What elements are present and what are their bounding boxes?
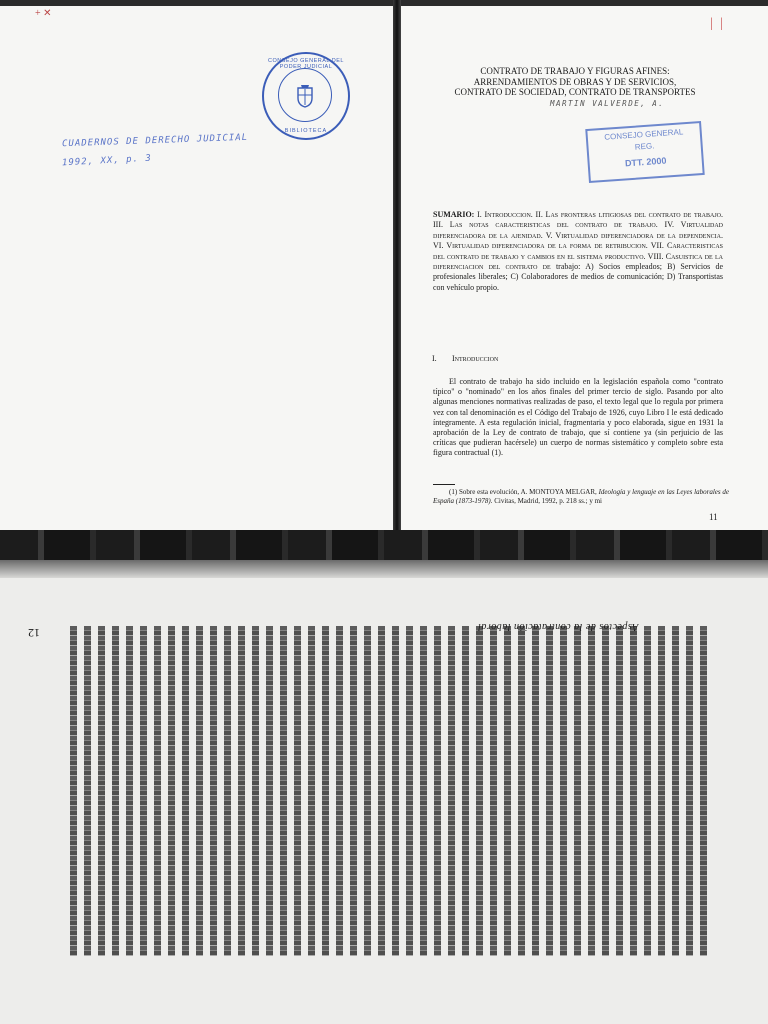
summary <box>433 210 723 293</box>
title-line-1: CONTRATO DE TRABAJO Y FIGURAS AFINES: <box>480 66 670 76</box>
coat-of-arms-icon <box>294 82 316 108</box>
handwritten-author: MARTIN VALVERDE, A. <box>550 99 665 108</box>
page-number-bottom: 12 <box>28 626 40 640</box>
title-line-2: ARRENDAMIENTOS DE OBRAS Y DE SERVICIOS, <box>473 76 677 87</box>
section-number: I. <box>432 354 437 363</box>
scanner-band-fade <box>0 560 768 578</box>
handwritten-journal: CUADERNOS DE DERECHO JUDICIAL <box>61 132 249 150</box>
library-stamp-ring-text: CONSEJO GENERAL DEL PODER JUDICIAL <box>268 58 344 70</box>
book-gutter <box>393 0 401 540</box>
article-title <box>430 66 720 98</box>
handwritten-volume: 1992, XX, p. 3 <box>61 153 153 169</box>
right-page-mark: | | <box>710 16 726 31</box>
bottom-page-rotated <box>0 578 768 1024</box>
footnote-number: (1) <box>449 488 458 496</box>
footnote-divider <box>433 484 455 485</box>
section-heading <box>432 354 498 363</box>
summary-body: I. Introduccion. II. Las fronteras litigiosas del contrato de trabajo. III. Las notas caracteristicas del contrato de trabajo. IV. Virtualidad diferenciadora de la ajenidad. V. Virtualidad diferenciadora de la dependencia. VI. Virtualidad diferenciadora de la forma de retribucion. VII. Caracteristicas del contrato de trabajo y cambios en el sistema productivo. VIII. Casuistica de la diferenciacion del contrato de <box>433 210 724 272</box>
footnote-book-title: Ideología y lenguaje en las Leyes laborales de España (1873-1978). <box>433 488 730 505</box>
page-number-right: 11 <box>709 512 718 522</box>
bottom-page <box>0 578 768 1024</box>
registry-stamp <box>585 121 704 183</box>
summary-tail: trabajo: A) Socios empleados; B) Servicios de profesionales liberales; C) Colaboradores de medios de comunicación; D) Transportistas con vehículo propio. <box>433 262 724 292</box>
left-page-mark: + ✕ <box>35 8 52 19</box>
footnote-text-post: Civitas, Madrid, 1992, p. 218 ss.; y mi <box>494 497 602 505</box>
title-line-3: CONTRATO DE SOCIEDAD, CONTRATO DE TRANSPORTES <box>454 87 696 97</box>
running-head: Aspectos de la contratación laboral <box>477 621 639 632</box>
section-title: Introduccion <box>452 354 499 363</box>
intro-paragraph: El contrato de trabajo ha sido incluido en la legislación española como "contrato típico" o "nominado" en los años finales del primer tercio de siglo. Pasando por alto algunas menciones normativas realizadas de paso, el texto legal que lo regula por primera vez con tal denominación es el Código del Trabajo de 1926, cuyo Libro I le está dedicado íntegramente. A esta regulación inicial, fragmentaria y poco elaborada, sigue en 1931 la aprobación de la Ley de contrato de trabajo, que sí contiene ya (sin perjuicio de las críticas que pudieran hacérsele) un cuerpo de normas sistemático y completo sobre esta figura contractual (1). <box>433 377 723 458</box>
footnote-text-pre: Sobre esta evolución, A. MONTOYA MELGAR, <box>458 488 597 496</box>
registry-stamp-line-1: CONSEJO GENERAL <box>603 127 684 142</box>
registry-stamp-code: DTT. 2000 <box>624 155 667 169</box>
summary-lead: SUMARIO: <box>433 210 475 219</box>
footnote <box>433 488 729 506</box>
library-stamp <box>262 52 350 140</box>
registry-stamp-line-2: REG. <box>634 141 655 152</box>
library-stamp-bottom-text: BIBLIOTECA <box>284 128 328 134</box>
